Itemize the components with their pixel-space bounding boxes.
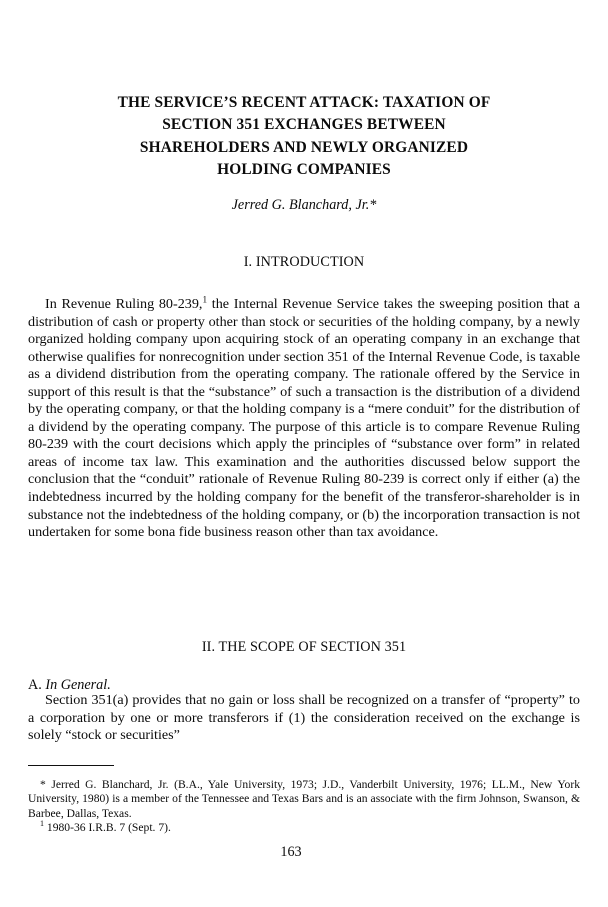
intro-text-part2: the Internal Revenue Service takes the sweeping position that a distribution of cash or property other than stock or securities of the holding company, by a newly organized holding company upon acquiring stock of an operating company in an exchange that otherwise qualifies for nonrecognition under section 351 of the Internal Revenue Code, is taxable as a dividend distribution from the operating company. The rationale offered by the Service in support of this result is that the “substance” of such a transaction is the distribution of a dividend by the operating company, or that the holding company is a “mere conduit” for the distribution of a dividend by the operating company. The purpose of this article is to compare Revenue Ruling 80-239 with the court decisions which apply the principles of “substance over form” in related areas of income tax law. This examination and the authorities discussed below support the conclusion that the “conduit” rationale of Revenue Ruling 80-239 is correct only if either (a) the indebtedness incurred by the holding company for the benefit of the transferor-shareholder is in substance not the indebtedness of the holding company, or (b) the incorporation transaction is not undertaken for some bona fide business reason other than tax avoidance. (28, 296, 581, 541)
footnote-asterisk-text: Jerred G. Blanchard, Jr. (B.A., Yale University, 1973; J.D., Vanderbilt University, 1976; LL.M., New York University, 1980) is a member of the Tennessee and Texas Bars and is an associate with the firm Johnson, Swanson, & Barbee, Dallas, Texas. (28, 778, 580, 820)
footnote-asterisk-marker: * (40, 778, 46, 791)
section-heading-introduction: I. INTRODUCTION (243, 254, 365, 270)
footnote-1 (28, 821, 580, 835)
author-byline: Jerred G. Blanchard, Jr.* (231, 197, 377, 213)
scope-text: Section 351(a) provides that no gain or loss shall be recognized on a transfer of “property” to a corporation by one or more transferors if (1) the consideration received on the exchange is solely “stock or securities” (28, 692, 580, 744)
page-title (28, 92, 580, 181)
introduction-paragraph (28, 296, 580, 542)
section-heading-scope: II. THE SCOPE OF SECTION 351 (201, 639, 407, 655)
title-line-1: THE SERVICE’S RECENT ATTACK: TAXATION OF (117, 94, 491, 111)
title-line-4: HOLDING COMPANIES (217, 160, 391, 178)
footnote-asterisk (28, 778, 580, 821)
footnote-1-marker: 1 (40, 819, 44, 829)
title-line-2: SECTION 351 EXCHANGES BETWEEN (162, 116, 446, 134)
page-number: 163 (280, 844, 302, 860)
intro-text-part1: In Revenue Ruling 80-239, (45, 296, 203, 312)
footnote-1-text: 1980-36 I.R.B. 7 (Sept. 7). (46, 821, 171, 835)
scope-paragraph (28, 692, 580, 745)
footnotes-block (28, 778, 580, 836)
footnote-separator-rule (28, 765, 114, 766)
subsection-letter: A. (28, 677, 42, 693)
subsection-title: In General. (45, 677, 111, 693)
title-line-3: SHAREHOLDERS AND NEWLY ORGANIZED (139, 138, 469, 156)
footnote-reference-1[interactable]: 1 (202, 294, 208, 305)
